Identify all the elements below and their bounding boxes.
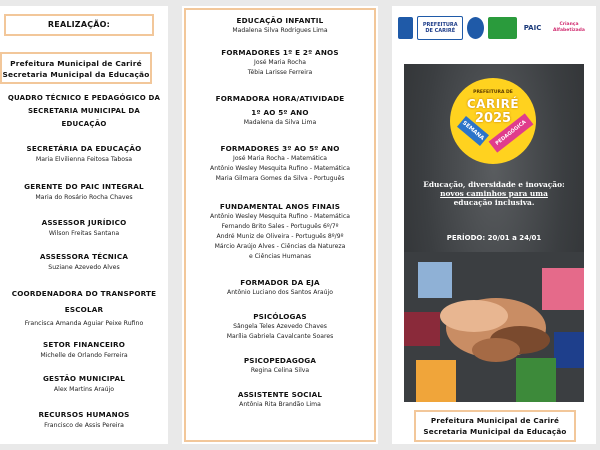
section-title: FORMADOR DA EJA [240,278,320,287]
role-name: Francisco de Assis Pereira [44,422,124,429]
sleeve-shape [554,332,584,368]
role-title: SECRETÁRIA DA EDUCAÇÃO [26,144,142,153]
section-assistente-social [186,390,374,410]
section-psicologas [186,312,374,342]
hands-illustration [404,252,584,402]
section-line: José Maria Rocha - Matemática [233,155,327,162]
paic-logo-text: PAIC [523,24,542,32]
sleeve-shape [416,360,456,402]
section-educacao-infantil [186,16,374,36]
section-line: André Muniz de Oliveira - Português 8º/9º [216,233,344,240]
section-line: Sângela Teles Azevedo Chaves [233,323,327,330]
quadro-heading-line: QUADRO TÉCNICO E PEDAGÓGICO DA [7,94,161,102]
semana-pedagogica-poster [404,64,584,402]
middle-panel [182,6,378,444]
section-eja [186,278,374,298]
section-title: 1º AO 5º ANO [251,108,309,117]
role-name: Francisca Amanda Aguiar Peixe Rufino [24,320,144,327]
section-line: Antônia Rita Brandão Lima [239,401,321,408]
section-title: ASSISTENTE SOCIAL [237,390,323,399]
theme-line: Educação, diversidade e inovação: [423,180,565,189]
section-line: Antônio Luciano dos Santos Araújo [227,289,333,296]
flag-icon [398,17,413,39]
theme-line: novos caminhos para uma [440,189,548,198]
theme-line: educação inclusiva. [453,198,535,207]
role-block [0,144,168,163]
role-block [0,340,168,359]
quadro-heading-line: SECRETARIA MUNICIPAL DA [27,107,141,115]
left-panel [0,6,168,444]
section-line: Marília Gabriela Cavalcante Soares [226,333,334,340]
theme-text [410,180,578,207]
role-name: Wilson Freitas Santana [48,230,120,237]
role-title: ASSESSORA TÉCNICA [39,252,129,261]
section-line: Madalena da Silva Lima [243,119,317,126]
sleeve-shape [516,358,556,402]
section-formadores-1-2 [186,48,374,78]
section-title: PSICOPEDAGOGA [243,356,317,365]
role-block [0,410,168,429]
section-line: Fernando Brito Sales - Português 6º/7º [221,223,339,230]
section-line: Madalena Silva Rodrigues Lima [232,27,328,34]
section-line: Tébia Larisse Ferreira [247,69,313,76]
crianca-alfabetizada-logo [548,17,590,39]
footer-secretaria: Secretaria Municipal da Educação [423,427,567,436]
secretaria-name: Secretaria Municipal da Educação [2,70,150,79]
role-title: SETOR FINANCEIRO [42,340,126,349]
section-title: FUNDAMENTAL ANOS FINAIS [219,202,341,211]
sleeve-shape [418,262,452,298]
role-title: RECURSOS HUMANOS [38,410,130,419]
section-line: Antônio Wesley Mesquita Rufino - Matemática [210,165,350,172]
section-title: PSICÓLOGAS [253,312,307,321]
hand-shape [472,338,520,362]
section-anos-finais [186,202,374,262]
role-title: COORDENADORA DO TRANSPORTE [11,289,157,298]
badge-city-text: CARIRÉ [466,97,520,111]
role-title: GESTÃO MUNICIPAL [42,374,126,383]
crianca-logo-text: Criança Alfabetizada [553,22,585,33]
role-title: ESCOLAR [64,305,104,314]
role-block [0,218,168,237]
logo-strip [398,14,590,42]
role-block [0,288,168,330]
role-name: Suziane Azevedo Alves [48,264,120,271]
role-name: Maria do Rosário Rocha Chaves [35,194,133,201]
section-line: Maria Gilmara Gomes da Silva - Português [215,175,345,182]
section-title: FORMADORES 1º E 2º ANOS [221,48,339,57]
org-frame [0,52,152,84]
footer-prefeitura: Prefeitura Municipal de Cariré [430,416,560,425]
realizacao-frame [4,14,154,36]
section-line: Antônio Wesley Mesquita Rufino - Matemática [210,213,350,220]
prefeitura-logo [417,16,463,40]
role-title: ASSESSOR JURÍDICO [41,218,127,227]
role-name: Maria Elvilienna Feitosa Tabosa [35,156,133,163]
role-name: Michelle de Orlando Ferreira [40,352,128,359]
role-title: GERENTE DO PAIC INTEGRAL [24,182,144,191]
section-line: Márcio Araújo Alves - Ciências da Natureza [214,243,346,250]
prefeitura-name: Prefeitura Municipal de Cariré [10,59,142,68]
ceara-logo [488,17,517,39]
section-formadores-3-5 [186,144,374,184]
section-psicopedagoga [186,356,374,376]
crest-icon [467,17,484,39]
hand-shape [440,300,508,332]
sleeve-shape [404,312,440,346]
section-title: FORMADORA HORA/ATIVIDADE [215,94,345,103]
section-title: EDUCAÇÃO INFANTIL [236,16,324,25]
ribbon-pedagogica: PEDAGÓGICA [489,113,534,152]
period-text: PERÍODO: 20/01 a 24/01 [446,234,542,242]
quadro-heading [0,92,168,131]
ribbon-semana: SEMANA [457,116,489,146]
section-line: e Ciências Humanas [248,253,312,260]
role-name: Alex Martins Araújo [53,386,115,393]
badge-top-text: PREFEITURA DE [473,90,513,95]
right-panel [392,6,596,444]
role-block [0,374,168,393]
realizacao-label: REALIZAÇÃO: [47,20,111,29]
role-block [0,252,168,271]
section-line: José Maria Rocha [254,59,306,66]
badge-year-text: 2025 [474,111,512,126]
quadro-heading-line: EDUCAÇÃO [61,120,107,128]
section-title: FORMADORES 3º AO 5º ANO [220,144,340,153]
footer-org-box [414,410,576,442]
paic-logo [521,17,544,39]
section-line: Regina Celina Silva [250,367,310,374]
role-block [0,182,168,201]
section-hora-atividade [186,94,374,128]
sleeve-shape [542,268,584,310]
prefeitura-logo-text: PREFEITURA DE CARIRÉ [422,22,458,34]
